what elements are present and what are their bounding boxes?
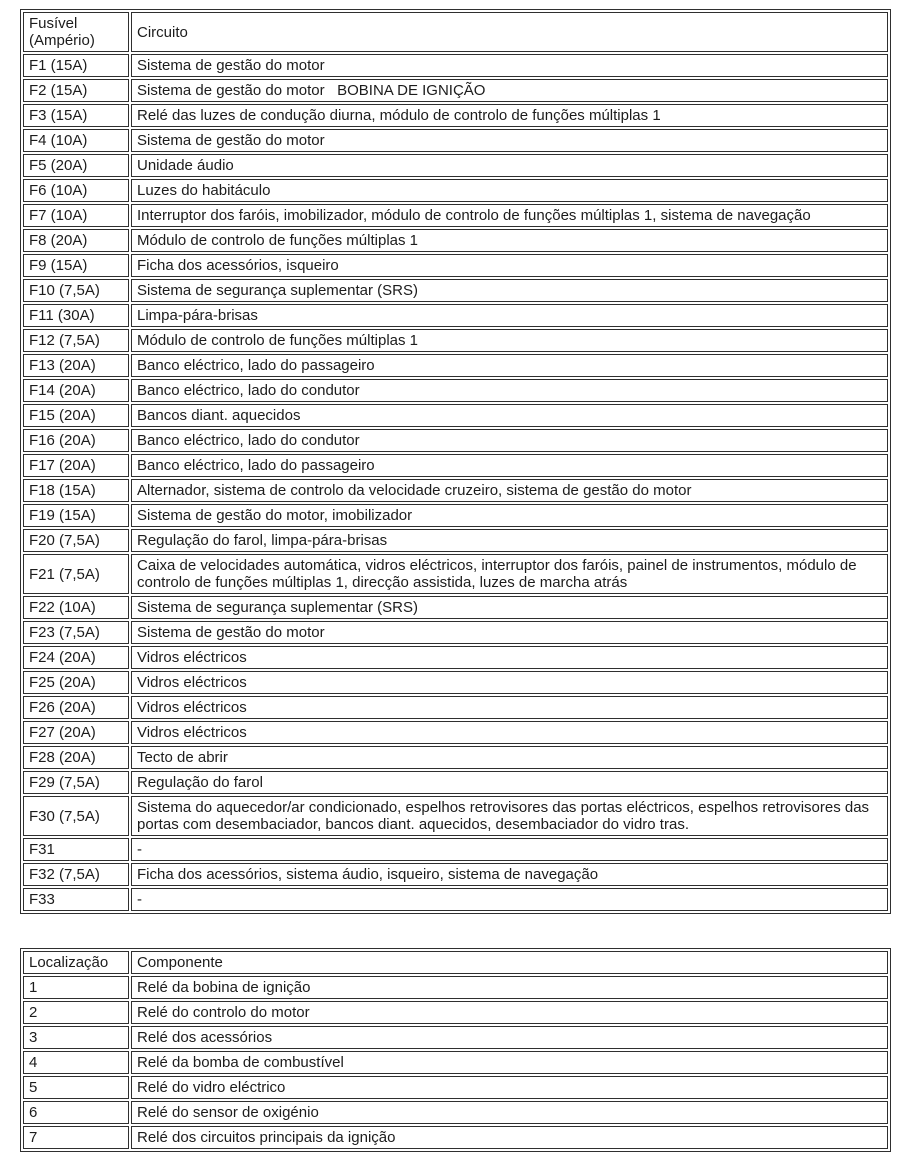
circuit-cell: Bancos diant. aquecidos	[131, 404, 888, 427]
fuse-cell: F23 (7,5A)	[23, 621, 129, 644]
circuit-cell: Regulação do farol	[131, 771, 888, 794]
table-row	[23, 529, 888, 552]
circuit-cell: Limpa-pára-brisas	[131, 304, 888, 327]
table-row	[23, 129, 888, 152]
table-row	[23, 179, 888, 202]
table-row	[23, 279, 888, 302]
component-header-cell: Componente	[131, 951, 888, 974]
component-cell: Relé da bomba de combustível	[131, 1051, 888, 1074]
circuit-cell: -	[131, 838, 888, 861]
circuit-cell: Sistema de gestão do motor BOBINA DE IGNIÇÃO	[131, 79, 888, 102]
circuit-cell: Vidros eléctricos	[131, 646, 888, 669]
fuse-cell: F2 (15A)	[23, 79, 129, 102]
table-row	[23, 721, 888, 744]
fuse-cell: F11 (30A)	[23, 304, 129, 327]
fuse-cell: F29 (7,5A)	[23, 771, 129, 794]
fuse-cell: F20 (7,5A)	[23, 529, 129, 552]
circuit-cell: Vidros eléctricos	[131, 721, 888, 744]
circuit-cell: Luzes do habitáculo	[131, 179, 888, 202]
location-cell: 2	[23, 1001, 129, 1024]
fuse-cell: F19 (15A)	[23, 504, 129, 527]
circuit-header-cell: Circuito	[131, 12, 888, 52]
circuit-cell: Alternador, sistema de controlo da velocidade cruzeiro, sistema de gestão do motor	[131, 479, 888, 502]
fuse-header-cell: Fusível (Ampério)	[23, 12, 129, 52]
circuit-cell: Sistema de gestão do motor, imobilizador	[131, 504, 888, 527]
component-cell: Relé dos acessórios	[131, 1026, 888, 1049]
table-row	[23, 329, 888, 352]
circuit-cell: Tecto de abrir	[131, 746, 888, 769]
fuse-cell: F28 (20A)	[23, 746, 129, 769]
circuit-cell: Relé das luzes de condução diurna, módulo de controlo de funções múltiplas 1	[131, 104, 888, 127]
fuse-cell: F6 (10A)	[23, 179, 129, 202]
table-row	[23, 671, 888, 694]
table-row	[23, 229, 888, 252]
table-row	[23, 54, 888, 77]
relay-table	[20, 948, 891, 1152]
fuse-cell: F17 (20A)	[23, 454, 129, 477]
circuit-cell: Interruptor dos faróis, imobilizador, módulo de controlo de funções múltiplas 1, sistema de navegação	[131, 204, 888, 227]
circuit-cell: Banco eléctrico, lado do condutor	[131, 429, 888, 452]
location-cell: 6	[23, 1101, 129, 1124]
circuit-cell: Vidros eléctricos	[131, 696, 888, 719]
circuit-cell: Módulo de controlo de funções múltiplas 1	[131, 229, 888, 252]
fuse-cell: F30 (7,5A)	[23, 796, 129, 836]
table-row	[23, 154, 888, 177]
table-row	[23, 79, 888, 102]
component-cell: Relé dos circuitos principais da ignição	[131, 1126, 888, 1149]
fuse-cell: F8 (20A)	[23, 229, 129, 252]
location-cell: 1	[23, 976, 129, 999]
fuse-cell: F5 (20A)	[23, 154, 129, 177]
circuit-cell: Caixa de velocidades automática, vidros eléctricos, interruptor dos faróis, painel de instrumentos, módulo de controlo de funções múltiplas 1, direcção assistida, luzes de marcha atrás	[131, 554, 888, 594]
table-row	[23, 746, 888, 769]
table-row	[23, 379, 888, 402]
fuse-table	[20, 9, 891, 914]
table-row	[23, 204, 888, 227]
circuit-cell: Sistema de gestão do motor	[131, 129, 888, 152]
location-cell: 7	[23, 1126, 129, 1149]
fuse-cell: F10 (7,5A)	[23, 279, 129, 302]
fuse-cell: F9 (15A)	[23, 254, 129, 277]
table-row	[23, 429, 888, 452]
fuse-cell: F27 (20A)	[23, 721, 129, 744]
fuse-cell: F18 (15A)	[23, 479, 129, 502]
table-row	[23, 863, 888, 886]
circuit-cell: Banco eléctrico, lado do condutor	[131, 379, 888, 402]
table-row	[23, 1076, 888, 1099]
component-cell: Relé do controlo do motor	[131, 1001, 888, 1024]
fuse-cell: F33	[23, 888, 129, 911]
fuse-table-header-row	[23, 12, 888, 52]
component-cell: Relé do vidro eléctrico	[131, 1076, 888, 1099]
circuit-cell: Vidros eléctricos	[131, 671, 888, 694]
circuit-cell: Sistema de segurança suplementar (SRS)	[131, 596, 888, 619]
fuse-cell: F21 (7,5A)	[23, 554, 129, 594]
circuit-cell: Ficha dos acessórios, sistema áudio, isqueiro, sistema de navegação	[131, 863, 888, 886]
table-row	[23, 596, 888, 619]
relay-table-header-row	[23, 951, 888, 974]
table-row	[23, 1001, 888, 1024]
fuse-cell: F13 (20A)	[23, 354, 129, 377]
table-row	[23, 621, 888, 644]
table-row	[23, 838, 888, 861]
table-row	[23, 646, 888, 669]
table-row	[23, 554, 888, 594]
table-row	[23, 1126, 888, 1149]
table-row	[23, 696, 888, 719]
circuit-cell: Banco eléctrico, lado do passageiro	[131, 454, 888, 477]
component-cell: Relé da bobina de ignição	[131, 976, 888, 999]
component-cell: Relé do sensor de oxigénio	[131, 1101, 888, 1124]
table-row	[23, 1101, 888, 1124]
location-header-cell: Localização	[23, 951, 129, 974]
fuse-cell: F26 (20A)	[23, 696, 129, 719]
fuse-cell: F24 (20A)	[23, 646, 129, 669]
table-row	[23, 888, 888, 911]
table-row	[23, 304, 888, 327]
fuse-cell: F14 (20A)	[23, 379, 129, 402]
table-row	[23, 796, 888, 836]
circuit-cell: Banco eléctrico, lado do passageiro	[131, 354, 888, 377]
location-cell: 4	[23, 1051, 129, 1074]
fuse-cell: F3 (15A)	[23, 104, 129, 127]
fuse-cell: F31	[23, 838, 129, 861]
circuit-cell: Sistema de segurança suplementar (SRS)	[131, 279, 888, 302]
circuit-cell: -	[131, 888, 888, 911]
fuse-cell: F1 (15A)	[23, 54, 129, 77]
fuse-cell: F4 (10A)	[23, 129, 129, 152]
location-cell: 5	[23, 1076, 129, 1099]
circuit-cell: Sistema de gestão do motor	[131, 54, 888, 77]
fuse-cell: F25 (20A)	[23, 671, 129, 694]
circuit-cell: Ficha dos acessórios, isqueiro	[131, 254, 888, 277]
table-row	[23, 354, 888, 377]
table-row	[23, 771, 888, 794]
circuit-cell: Sistema do aquecedor/ar condicionado, espelhos retrovisores das portas eléctricos, espelhos retrovisores das portas com desembaciador, bancos diant. aquecidos, desembaciador do vidro tras.	[131, 796, 888, 836]
table-row	[23, 479, 888, 502]
fuse-cell: F7 (10A)	[23, 204, 129, 227]
fuse-cell: F15 (20A)	[23, 404, 129, 427]
table-row	[23, 1026, 888, 1049]
circuit-cell: Módulo de controlo de funções múltiplas 1	[131, 329, 888, 352]
fuse-cell: F32 (7,5A)	[23, 863, 129, 886]
table-row	[23, 976, 888, 999]
table-row	[23, 254, 888, 277]
location-cell: 3	[23, 1026, 129, 1049]
table-row	[23, 104, 888, 127]
table-row	[23, 1051, 888, 1074]
fuse-cell: F16 (20A)	[23, 429, 129, 452]
fuse-cell: F12 (7,5A)	[23, 329, 129, 352]
fuse-cell: F22 (10A)	[23, 596, 129, 619]
circuit-cell: Regulação do farol, limpa-pára-brisas	[131, 529, 888, 552]
table-row	[23, 404, 888, 427]
table-row	[23, 504, 888, 527]
circuit-cell: Unidade áudio	[131, 154, 888, 177]
table-row	[23, 454, 888, 477]
circuit-cell: Sistema de gestão do motor	[131, 621, 888, 644]
